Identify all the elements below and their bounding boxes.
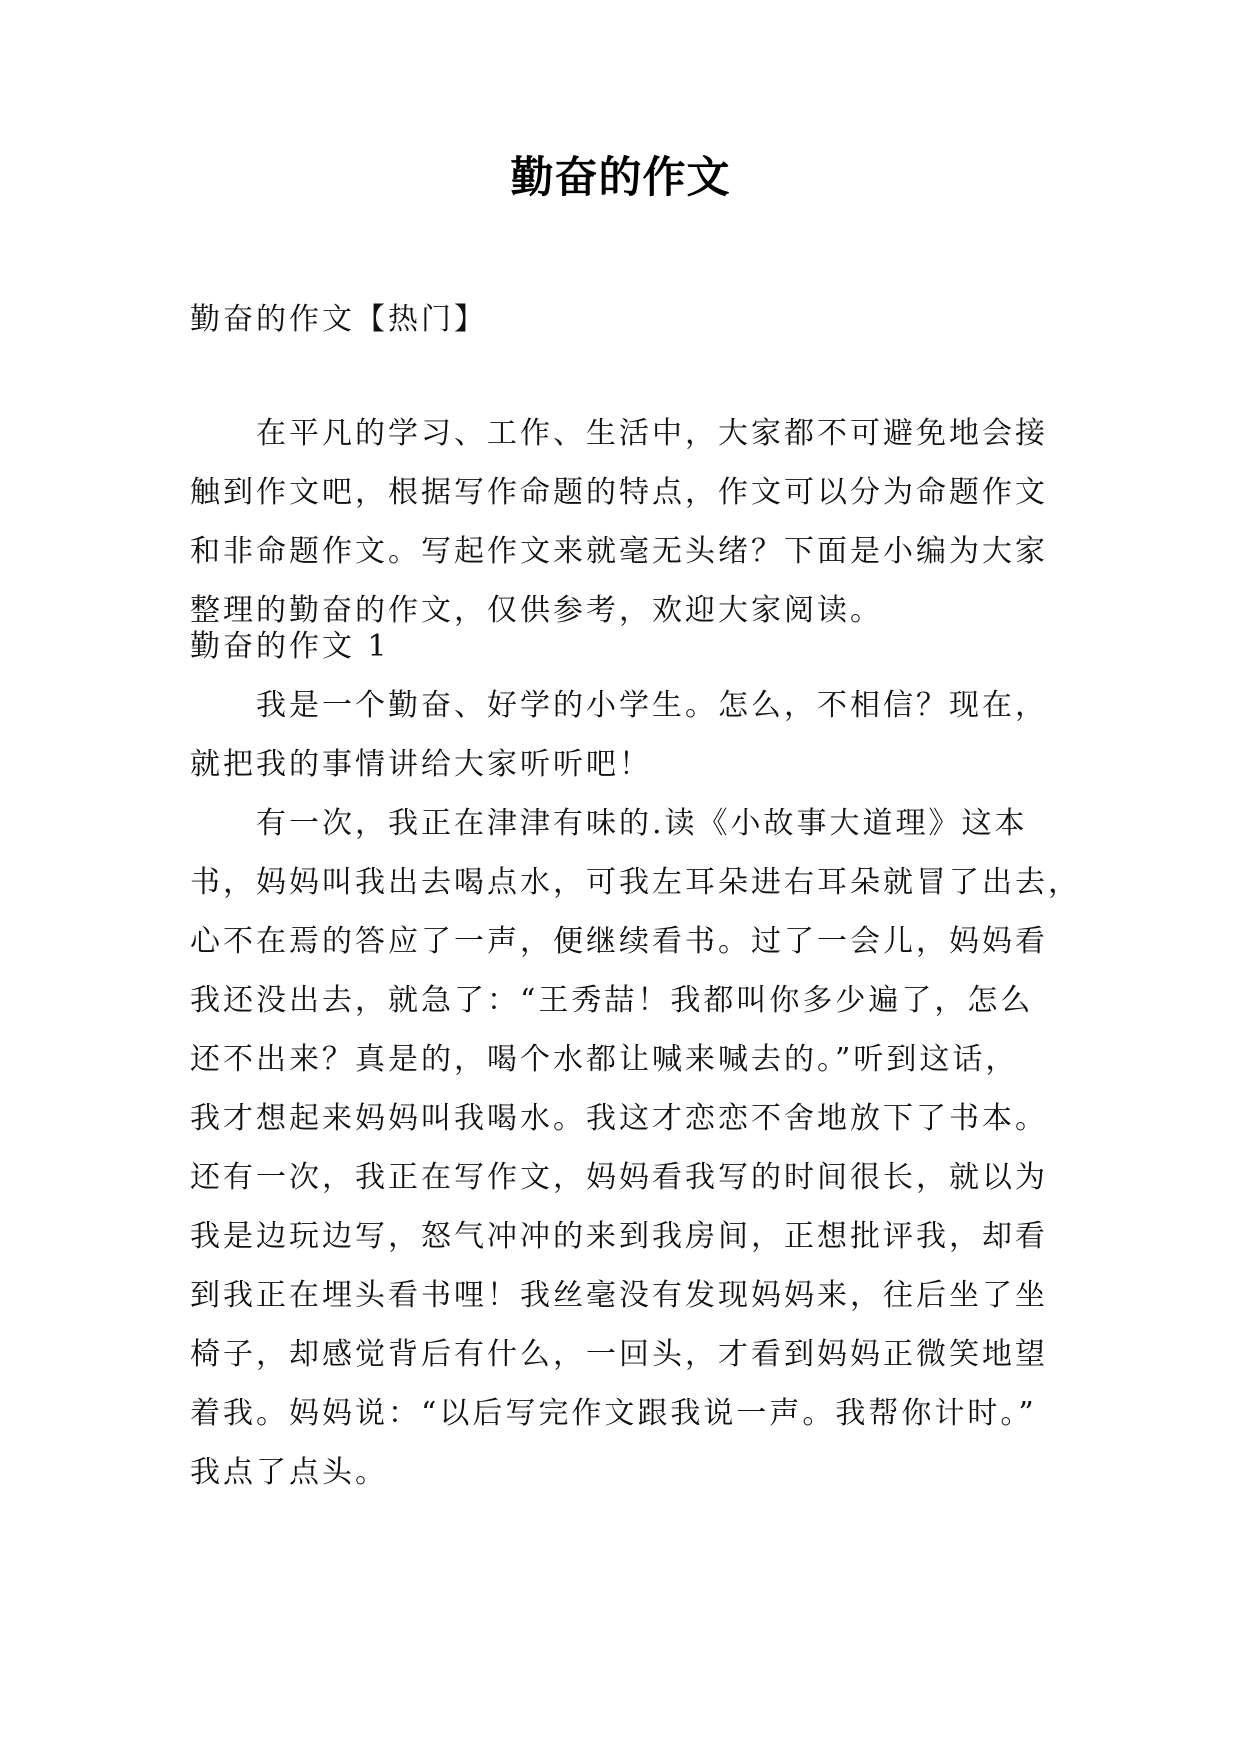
paragraph2-line: 我才想起来妈妈叫我喝水。我这才恋恋不舍地放下了书本。 (190, 1101, 1048, 1136)
paragraph2-line: 书，妈妈叫我出去喝点水，可我左耳朵进右耳朵就冒了出去， (190, 865, 1081, 900)
paragraph2-line: 到我正在埋头看书哩！我丝毫没有发现妈妈来，往后坐了坐 (190, 1278, 1048, 1313)
intro-line: 在平凡的学习、工作、生活中，大家都不可避免地会接 (256, 416, 1048, 451)
paragraph2-line: 还不出来？真是的，喝个水都让喊来喊去的。”听到这话， (190, 1042, 1019, 1077)
intro-line: 和非命题作文。写起作文来就毫无头绪？下面是小编为大家 (190, 534, 1048, 569)
subtitle-text: 勤奋的作文【热门】 (190, 302, 487, 337)
intro-line: 整理的勤奋的作文，仅供参考，欢迎大家阅读。 (190, 593, 883, 628)
paragraph2-line: 椅子，却感觉背后有什么，一回头，才看到妈妈正微笑地望 (190, 1337, 1048, 1372)
paragraph2-line: 我点了点头。 (190, 1455, 388, 1490)
paragraph2-line: 我是边玩边写，怒气冲冲的来到我房间，正想批评我，却看 (190, 1219, 1048, 1254)
document-subtitle (190, 290, 1050, 349)
paragraph1-line: 我是一个勤奋、好学的小学生。怎么，不相信？现在， (256, 688, 1048, 723)
paragraph2-line: 着我。妈妈说：“以后写完作文跟我说一声。我帮你计时。” (190, 1396, 1037, 1431)
paragraph2-line: 心不在焉的答应了一声，便继续看书。过了一会儿，妈妈看 (190, 924, 1048, 959)
paragraph1-line: 就把我的事情讲给大家听听吧！ (190, 747, 652, 782)
essay-heading: 勤奋的作文 1 (190, 629, 390, 664)
paragraph2-line: 有一次，我正在津津有味的.读《小故事大道理》这本 (256, 806, 1028, 841)
paragraph2-line: 还有一次，我正在写作文，妈妈看我写的时间很长，就以为 (190, 1160, 1048, 1195)
intro-paragraph (190, 404, 1050, 640)
paragraph2-line: 我还没出去，就急了：“王秀喆！我都叫你多少遍了，怎么 (190, 983, 1034, 1018)
essay-heading-block (190, 617, 1050, 676)
intro-line: 触到作文吧，根据写作命题的特点，作文可以分为命题作文 (190, 475, 1048, 510)
document-title: 勤奋的作文 (510, 153, 731, 203)
essay-body (190, 676, 1081, 1502)
